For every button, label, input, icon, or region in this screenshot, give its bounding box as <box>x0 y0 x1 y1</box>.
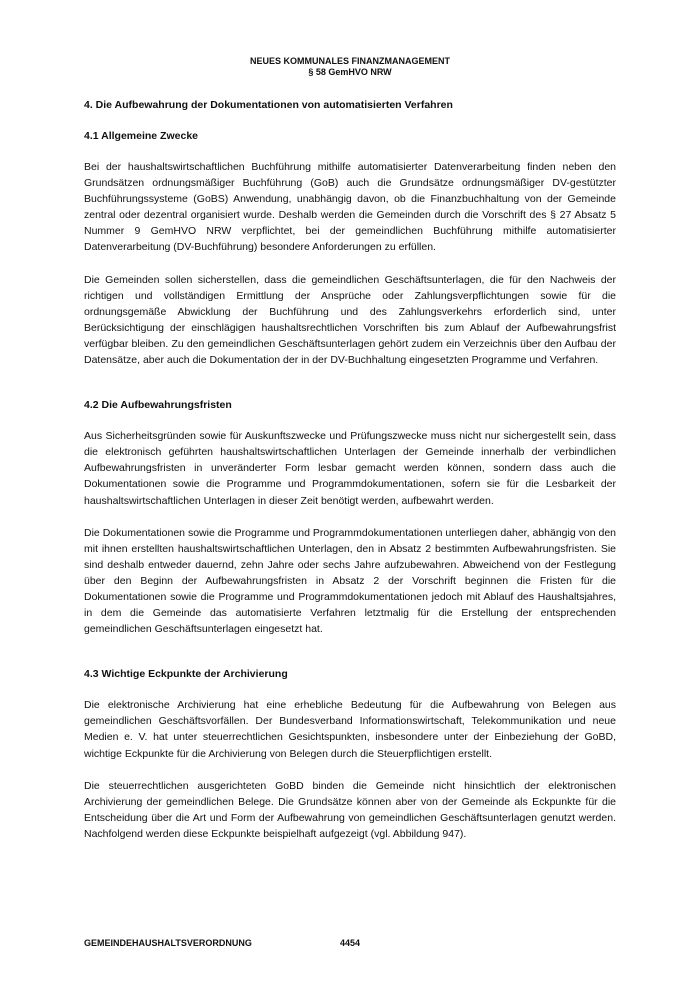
section-4-3-paragraph-2: Die steuerrechtlichen ausgerichteten GoBD binden die Gemeinde nicht hinsichtlich der elektronischen Archivierung der gemeindlichen Belege. Die Grundsätze können aber von der Gemeinde als Eckpunkte für die Entscheidung über die Art und Form der Aufbewahrung von gemeindlichen Geschäftsunterlagen genutzt werden. Nachfolgend werden diese Eckpunkte beispielhaft aufgezeigt (vgl. Abbildung 947). <box>84 779 616 840</box>
section-4-3-heading: 4.3 Wichtige Eckpunkte der Archivierung <box>84 668 288 681</box>
section-4-heading: 4. Die Aufbewahrung der Dokumentationen von automatisierten Verfahren <box>84 99 453 111</box>
section-4-2-paragraph-1: Aus Sicherheitsgründen sowie für Auskunftszwecke und Prüfungszwecke muss nicht nur sichergestellt sein, dass die elektronisch geführten haushaltswirtschaftlichen Unterlagen der Gemeinde innerhalb der verbindlichen Aufbewahrungsfristen in unveränderter Form lesbar gemacht werden können, sondern dass auch die Dokumentationen sowie die Programme und Programmdokumentationen, sofern sie für die Lesbarkeit der haushaltswirtschaftlichen Unterlagen in dieser Zeit benötigt werden, aufbewahrt werden. <box>84 430 616 507</box>
section-4-1-heading: 4.1 Allgemeine Zwecke <box>84 130 198 142</box>
section-4-2-paragraph-2: Die Dokumentationen sowie die Programme und Programmdokumentationen unterliegen daher, abhängig von den mit ihnen erstellten haushaltswirtschaftlichen Unterlagen, den in Absatz 2 bestimmten Aufbewahrungsfristen. Sie sind deshalb entweder dauernd, zehn Jahre oder sechs Jahre aufzubewahren. Abweichend von der Festlegung über den Beginn der Aufbewahrungsfristen in Absatz 2 der Vorschrift beginnen die Fristen für die Dokumentationen sowie die Programme und Programmdokumentationen jedoch mit Ablauf des Haushaltsjahres, in dem die Gemeinde das automatisierte Verfahren letztmalig für die Erstellung der entsprechenden gemeindlichen Geschäftsunterlagen eingesetzt hat. <box>84 526 616 636</box>
page-number: 4454 <box>340 938 361 948</box>
section-4-3-paragraph-1: Die elektronische Archivierung hat eine erhebliche Bedeutung für die Aufbewahrung von Belegen aus gemeindlichen Geschäftsvorfällen. Der Bundesverband Informationswirtschaft, Telekommunikation und neue Medien e. V. hat unter steuerrechtlichen Gesichtspunkten, insbesondere unter der Einbeziehung der GoBD, wichtige Eckpunkte für die Archivierung von Belegen durch die Steuerpflichtigen erstellt. <box>84 699 616 760</box>
footer-title: GEMEINDEHAUSHALTSVERORDNUNG <box>84 938 252 948</box>
header-title: NEUES KOMMUNALES FINANZMANAGEMENT <box>250 56 450 66</box>
page-header <box>0 56 700 78</box>
section-4-1-paragraph-2: Die Gemeinden sollen sicherstellen, dass die gemeindlichen Geschäftsunterlagen, die für den Nachweis der richtigen und vollständigen Ermittlung der Ansprüche oder Zahlungsverpflichtungen sowie für die ordnungsgemäße Abwicklung der Buchführung und des Zahlungsverkehrs erforderlich sind, unter Berücksichtigung der einschlägigen haushaltsrechtlichen Vorschriften bis zum Ablauf der Aufbewahrungsfrist verfügbar bleiben. Zu den gemeindlichen Geschäftsunterlagen gehört zudem ein Verzeichnis über den Aufbau der Datensätze, aber auch die Dokumentation der in der DV-Buchhaltung eingesetzten Programme und Verfahren. <box>84 273 616 367</box>
section-4-2-heading: 4.2 Die Aufbewahrungsfristen <box>84 399 232 412</box>
section-4-1-paragraph-1: Bei der haushaltswirtschaftlichen Buchführung mithilfe automatisierter Datenverarbeitung finden neben den Grundsätzen ordnungsmäßiger Buchführung (GoB) auch die Grundsätze ordnungsmäßiger DV-gestützter Buchführungssysteme (GoBS) Anwendung, unabhängig davon, ob die Finanzbuchhaltung von der Gemeinde zentral oder dezentral organisiert wurde. Deshalb werden die Gemeinden durch die Vorschrift des § 27 Absatz 5 Nummer 9 GemHVO NRW verpflichtet, bei der gemeindlichen Buchführung mithilfe automatisierter Datenverarbeitung (DV-Buchführung) besondere Anforderungen zu erfüllen. <box>84 161 616 254</box>
main-content <box>84 98 616 842</box>
header-subtitle: § 58 GemHVO NRW <box>308 67 392 77</box>
